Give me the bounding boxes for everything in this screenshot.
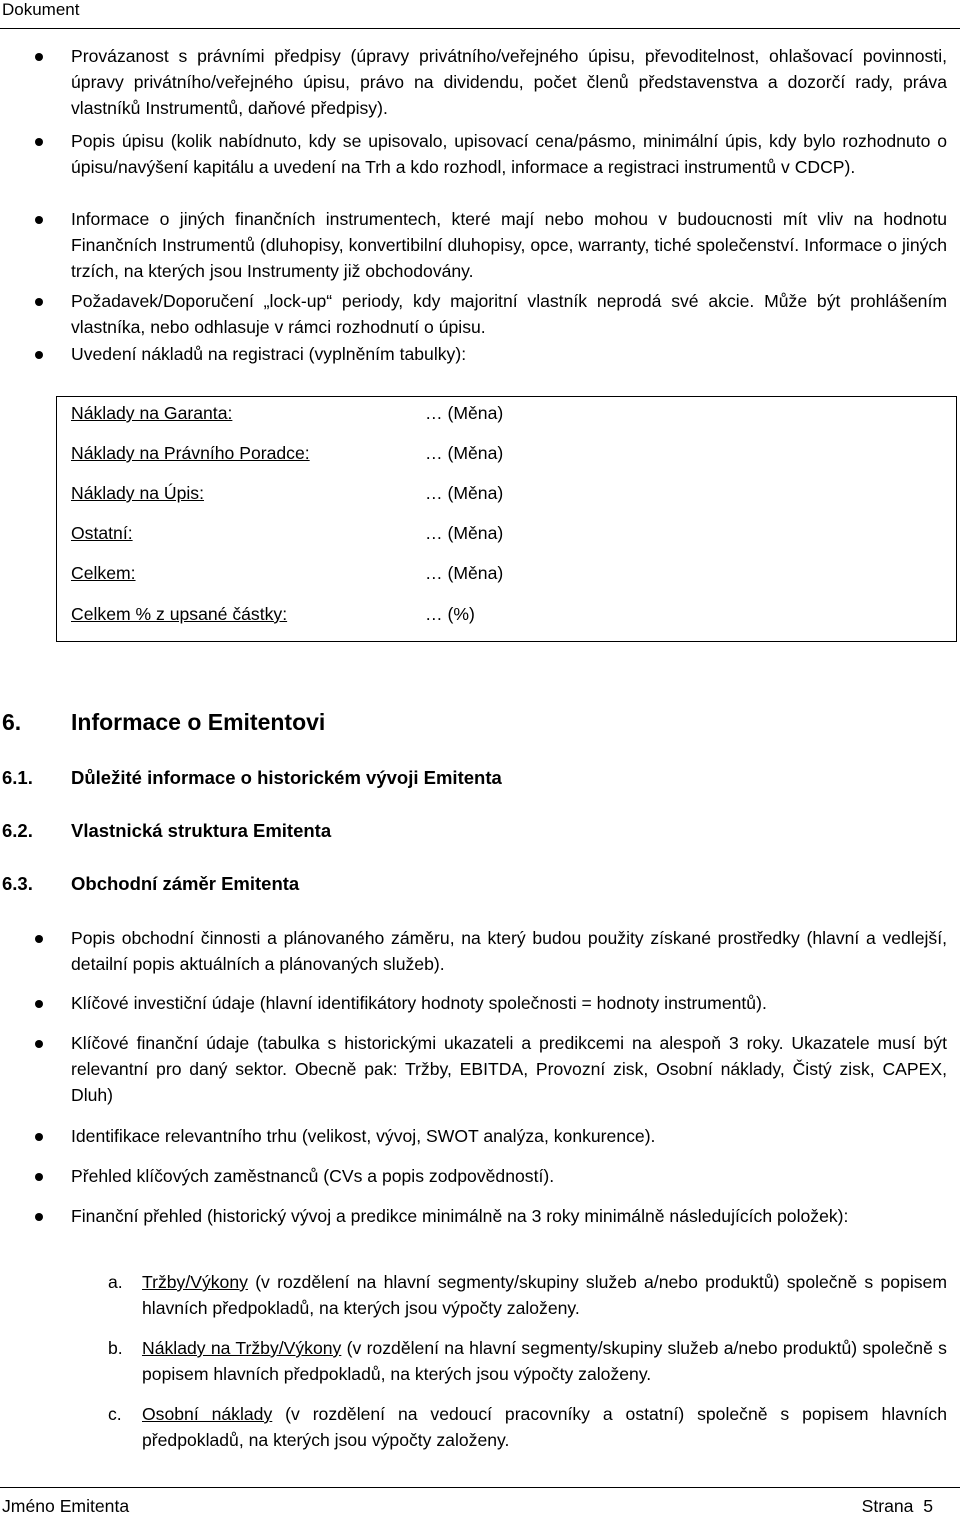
bullet-icon: [35, 1040, 43, 1048]
bullet-icon: [35, 53, 43, 61]
subsection-title: Vlastnická struktura Emitenta: [71, 820, 332, 841]
subsection-title: Obchodní záměr Emitenta: [71, 873, 300, 894]
list-item: Popis úpisu (kolik nabídnuto, kdy se upisovalo, upisovací cena/pásmo, minimální úpis, kdy bylo rozhodnuto o úpisu/navýšení kapitálu a uvedení na Trh a kdo rozhodl, informace a registraci instrumentů v CDCP).: [71, 131, 947, 177]
sub-item-text: (v rozdělení na vedoucí pracovníky a ostatní) společně s popisem hlavních předpokladů, na kterých jsou výpočty založeny.: [142, 1404, 948, 1450]
cost-value: … (Měna): [425, 403, 504, 423]
list-item: Přehled klíčových zaměstnanců (CVs a popis zodpovědností).: [71, 1166, 555, 1186]
cost-value: … (Měna): [425, 443, 504, 463]
sub-item-term: Osobní náklady: [142, 1404, 273, 1424]
subsection-number: 6.2.: [2, 820, 33, 841]
cost-label: Ostatní:: [71, 523, 133, 543]
footer-page-number: Strana 5: [861, 1496, 933, 1516]
sub-item-text: (v rozdělení na hlavní segmenty/skupiny služeb a/nebo produktů) společně s popisem hlavních předpokladů, na kterých jsou výpočty založeny.: [142, 1272, 947, 1318]
list-item: Uvedení nákladů na registraci (vyplněním tabulky):: [71, 344, 467, 364]
bullet-icon: [35, 935, 43, 943]
list-item: Provázanost s právními předpisy (úpravy privátního/veřejného úpisu, převoditelnost, ohlašovací povinnosti, úpravy privátního/veřejného úpisu, právo na dividendu, počet členů představenstva a dozorčí rady, práva vlastníků Instrumentů, daňové předpisy).: [71, 46, 947, 118]
sub-item-term: Náklady na Tržby/Výkony: [142, 1338, 342, 1358]
sub-item: [142, 1401, 947, 1453]
bullet-icon: [35, 138, 43, 146]
bullet-icon: [35, 1173, 43, 1181]
subsection-number: 6.1.: [2, 767, 33, 788]
sub-item: [142, 1335, 947, 1387]
footer-divider: [0, 1487, 960, 1488]
bullet-icon: [35, 1000, 43, 1008]
section-title: Informace o Emitentovi: [71, 709, 326, 735]
cost-value: … (Měna): [425, 563, 504, 583]
list-item: Klíčové investiční údaje (hlavní identifikátory hodnoty společnosti = hodnoty instrumentů).: [71, 993, 767, 1013]
bullet-icon: [35, 351, 43, 359]
list-item: Identifikace relevantního trhu (velikost, vývoj, SWOT analýza, konkurence).: [71, 1126, 656, 1146]
sub-item-letter: a.: [108, 1272, 123, 1292]
sub-item-text: (v rozdělení na hlavní segmenty/skupiny služeb a/nebo produktů) společně s popisem hlavních předpokladů, na kterých jsou výpočty založeny.: [142, 1338, 947, 1384]
cost-label: Náklady na Právního Poradce:: [71, 443, 310, 463]
list-item: Popis obchodní činnosti a plánovaného záměru, na který budou použity získané prostředky (hlavní a vedlejší, detailní popis aktuálních a plánovaných služeb).: [71, 928, 947, 974]
list-item: Informace o jiných finančních instrumentech, které mají nebo mohou v budoucnosti mít vliv na hodnotu Finančních Instrumentů (dluhopisy, konvertibilní dluhopisy, opce, warranty, tiché společenství. Informace o jiných trzích, na kterých jsou Instrumenty již obchodovány.: [71, 209, 947, 281]
sub-item-letter: c.: [108, 1404, 122, 1424]
sub-item-letter: b.: [108, 1338, 123, 1358]
cost-label: Náklady na Garanta:: [71, 403, 233, 423]
cost-label: Náklady na Úpis:: [71, 483, 204, 503]
subsection-title: Důležité informace o historickém vývoji Emitenta: [71, 767, 502, 788]
list-item: Klíčové finanční údaje (tabulka s historickými ukazateli a predikcemi na alespoň 3 roky. Ukazatele musí být relevantní pro daný sektor. Obecně pak: Tržby, EBITDA, Provozní zisk, Osobní náklady, Čistý zisk, CAPEX, Dluh): [71, 1033, 947, 1105]
bullet-icon: [35, 216, 43, 224]
bullet-icon: [35, 1133, 43, 1141]
subsection-number: 6.3.: [2, 873, 33, 894]
cost-value: … (Měna): [425, 523, 504, 543]
bullet-icon: [35, 298, 43, 306]
document-header-title: Dokument: [2, 0, 80, 19]
sub-item-term: Tržby/Výkony: [142, 1272, 248, 1292]
cost-value: … (Měna): [425, 483, 504, 503]
section-number: 6.: [2, 709, 22, 735]
footer-issuer-name: Jméno Emitenta: [2, 1496, 130, 1516]
header-divider: [0, 28, 960, 29]
bullet-icon: [35, 1213, 43, 1221]
cost-label: Celkem % z upsané částky:: [71, 604, 288, 624]
cost-label: Celkem:: [71, 563, 136, 583]
list-item: Požadavek/Doporučení „lock-up“ periody, kdy majoritní vlastník neprodá své akcie. Může být prohlášením vlastníka, nebo odhlasuje v rámci rozhodnutí o úpisu.: [71, 291, 947, 337]
cost-value: … (%): [425, 604, 475, 624]
list-item: Finanční přehled (historický vývoj a predikce minimálně na 3 roky minimálně následujících položek):: [71, 1206, 849, 1226]
sub-item: [142, 1269, 947, 1321]
